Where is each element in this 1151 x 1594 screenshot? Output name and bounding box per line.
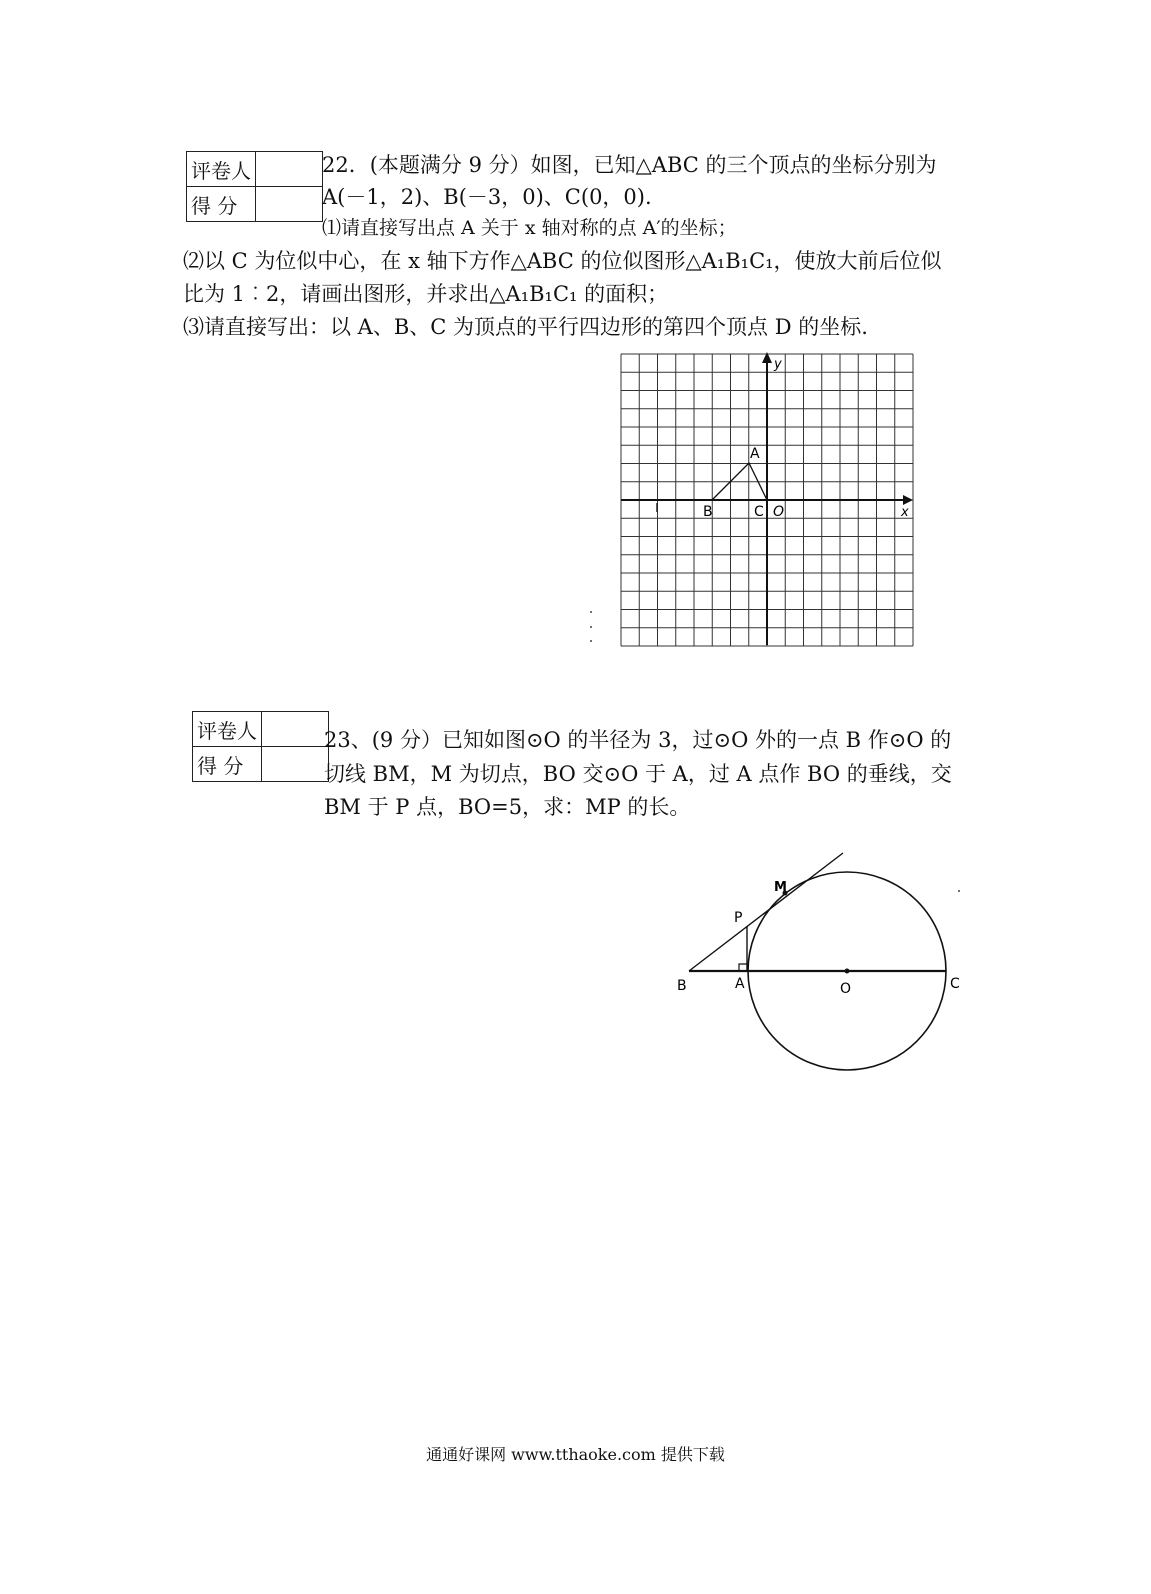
q23-line1: 23、(9 分）已知如图⊙O 的半径为 3，过⊙O 外的一点 B 作⊙O 的 bbox=[324, 728, 952, 752]
q22-line1: 22．(本题满分 9 分）如图，已知△ABC 的三个顶点的坐标分别为 bbox=[322, 153, 937, 177]
y-axis-label: y bbox=[774, 357, 782, 372]
point-b-label: B bbox=[703, 504, 713, 520]
page-footer: 通通好课网 www.tthaoke.com 提供下载 bbox=[426, 1445, 725, 1464]
q22-line3: ⑴请直接写出点 A 关于 x 轴对称的点 A′的坐标； bbox=[322, 217, 737, 239]
label-c: C bbox=[950, 976, 960, 992]
q23-line3: BM 于 P 点，BO=5，求：MP 的长。 bbox=[324, 795, 691, 819]
q23-line2: 切线 BM，M 为切点，BO 交⊙O 于 A，过 A 点作 BO 的垂线，交 bbox=[324, 762, 952, 786]
q22-line2: A(－1，2)、B(－3，0)、C(0，0). bbox=[322, 185, 652, 209]
point-o bbox=[845, 969, 850, 974]
label-o: O bbox=[840, 981, 852, 997]
label-b: B bbox=[677, 978, 687, 994]
q22-line4: ⑵以 C 为位似中心，在 x 轴下方作△ABC 的位似图形△A₁B₁C₁，使放大前后位似 bbox=[183, 249, 942, 273]
score-label: 得 分 bbox=[193, 747, 262, 782]
grader-label: 评卷人 bbox=[193, 712, 262, 747]
tangent-line-bm bbox=[689, 853, 843, 971]
q22-line6: ⑶请直接写出：以 A、B、C 为顶点的平行四边形的第四个顶点 D 的坐标. bbox=[183, 315, 868, 339]
grader-label: 评卷人 bbox=[187, 152, 256, 187]
q22-line5: 比为 1︰2，请画出图形，并求出△A₁B₁C₁ 的面积； bbox=[183, 282, 669, 306]
label-m: M bbox=[774, 880, 787, 895]
scan-dot bbox=[958, 890, 960, 892]
point-c-label: C bbox=[754, 504, 764, 520]
origin-label: O bbox=[773, 504, 785, 520]
score-label: 得 分 bbox=[187, 187, 256, 222]
label-a: A bbox=[735, 976, 745, 992]
point-a-label: A bbox=[750, 446, 760, 462]
x-axis-label: x bbox=[901, 505, 909, 520]
label-p: P bbox=[734, 910, 743, 926]
